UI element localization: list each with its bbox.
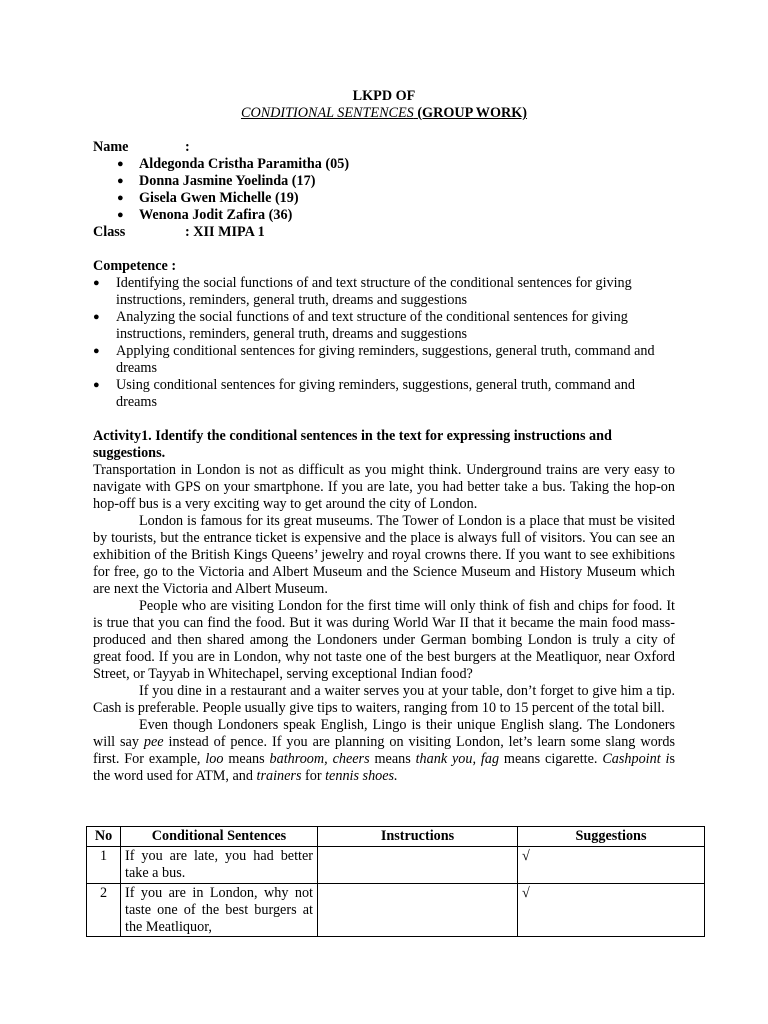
- class-label: Class: [93, 224, 126, 240]
- row-number: 1: [87, 847, 121, 884]
- doc-subtitle: [93, 105, 675, 122]
- checkmark-icon: √: [518, 884, 705, 937]
- header-suggestions: Suggestions: [518, 827, 705, 847]
- competence-item: ● Applying conditional sentences for giving reminders, suggestions, general truth, command and dreams: [93, 343, 675, 377]
- member-list: [93, 156, 675, 224]
- member-item: ● Donna Jasmine Yoelinda (17): [93, 173, 675, 190]
- conditional-sentences-table: [86, 826, 705, 937]
- class-value: : XII MIPA 1: [185, 224, 265, 240]
- row-instruction: [318, 884, 518, 937]
- competence-list: [93, 275, 675, 411]
- paragraph-food: People who are visiting London for the first time will only think of fish and chips for food. It is true that you can find the food. But it was during World War II that it became the main food mass-produced and then shared among the Londoners under German bombing London is truly a city of great food. If you are in London, why not taste one of the best burgers at the Meatliquor, near Oxford Street, or Tayyab in Whitechapel, serving exceptional Indian food?: [93, 598, 675, 682]
- member-item: ● Wenona Jodit Zafira (36): [93, 207, 675, 224]
- paragraph-transportation: Transportation in London is not as difficult as you might think. Underground trains are very easy to navigate with GPS on your smartphone. If you are late, you had better take a bus. Taking the hop-on hop-off bus is a very exciting way to get around the city of London.: [93, 462, 675, 512]
- checkmark-icon: √: [518, 847, 705, 884]
- paragraph-slang: Even though Londoners speak English, Lingo is their unique English slang. The Londoners will say pee instead of pence. If you are planning on visiting London, let’s learn some slang words first. For example, loo means bathroom, cheers means thank you, fag means cigarette. Cashpoint is the word used for ATM, and trainers for tennis shoes.: [93, 717, 676, 784]
- header-instructions: Instructions: [318, 827, 518, 847]
- document-body: [93, 88, 675, 785]
- name-label: Name: [93, 139, 129, 155]
- competence-label: Competence :: [93, 258, 177, 274]
- activity-heading: Activity1. Identify the conditional sentences in the text for expressing instructions and suggestions.: [93, 428, 612, 461]
- table-row: [87, 884, 705, 937]
- table-row: [87, 847, 705, 884]
- table-header-row: [87, 827, 705, 847]
- competence-item: ● Identifying the social functions of and text structure of the conditional sentences for giving instructions, reminders, general truth, dreams and suggestions: [93, 275, 675, 309]
- header-no: No: [87, 827, 121, 847]
- competence-item: ● Using conditional sentences for giving reminders, suggestions, general truth, command and dreams: [93, 377, 675, 411]
- paragraph-museums: London is famous for its great museums. The Tower of London is a place that must be visited by tourists, but the entrance ticket is expensive and the place is always full of visitors. You can see an exhibition of the British Kings Queens’ jewelry and royal crowns there. If you want to see exhibitions for free, go to the Victoria and Albert Museum and the Science Museum and History Museum which are next the Victoria and Albert Museum.: [93, 513, 675, 597]
- row-instruction: [318, 847, 518, 884]
- subtitle-rest: (GROUP WORK): [413, 105, 528, 121]
- name-row: [93, 139, 675, 156]
- paragraph-tipping: If you dine in a restaurant and a waiter serves you at your table, don’t forget to give him a tip. Cash is preferable. People usually give tips to waiters, ranging from 10 to 15 percent of the total bill.: [93, 683, 675, 716]
- member-item: ● Aldegonda Cristha Paramitha (05): [93, 156, 675, 173]
- class-row: [93, 224, 675, 241]
- reading-text: [93, 462, 675, 785]
- row-sentence: If you are late, you had better take a bus.: [121, 847, 318, 884]
- row-sentence: If you are in London, why not taste one of the best burgers at the Meatliquor,: [121, 884, 318, 937]
- row-number: 2: [87, 884, 121, 937]
- member-item: ● Gisela Gwen Michelle (19): [93, 190, 675, 207]
- name-colon: :: [185, 139, 190, 155]
- doc-title: LKPD OF: [352, 88, 416, 104]
- subtitle-italic: CONDITIONAL SENTENCES: [240, 105, 414, 121]
- header-conditional-sentences: Conditional Sentences: [121, 827, 318, 847]
- competence-item: ● Analyzing the social functions of and text structure of the conditional sentences for giving instructions, reminders, general truth, dreams and suggestions: [93, 309, 675, 343]
